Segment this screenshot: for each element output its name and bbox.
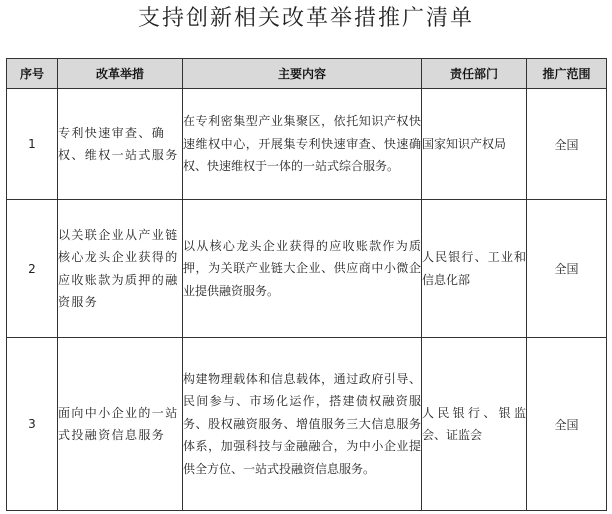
row-scope: 全国 (527, 89, 607, 200)
row-index: 1 (7, 89, 58, 200)
row-department: 人民银行、银监会、证监会 (422, 338, 527, 511)
row-content: 构建物理载体和信息载体，通过政府引导、民间参与、市场化运作，搭建债权融资服务、股权融资服务、增值服务三大信息服务体系，加强科技与金融融合，为中小企业提供全方位、一站式投融资信息服务。 (183, 338, 422, 511)
row-scope: 全国 (527, 200, 607, 338)
reform-measures-table (6, 58, 607, 511)
header-scope: 推广范围 (527, 59, 607, 89)
header-index: 序号 (7, 59, 58, 89)
row-department: 国家知识产权局 (422, 89, 527, 200)
table-row (7, 338, 607, 511)
row-scope: 全国 (527, 338, 607, 511)
row-measure: 以关联企业从产业链核心龙头企业获得的应收账款为质押的融资服务 (58, 200, 183, 338)
row-department: 人民银行、工业和信息化部 (422, 200, 527, 338)
row-content: 以从核心龙头企业获得的应收账款作为质押，为关联产业链大企业、供应商中小微企业提供融资服务。 (183, 200, 422, 338)
document-title: 支持创新相关改革举措推广清单 (137, 6, 474, 31)
table-header-row (7, 59, 607, 89)
row-measure: 专利快速审查、确权、维权一站式服务 (58, 89, 183, 200)
row-index: 3 (7, 338, 58, 511)
row-content: 在专利密集型产业集聚区，依托知识产权快速维权中心，开展集专利快速审查、快速确权、快速维权于一体的一站式综合服务。 (183, 89, 422, 200)
table-row (7, 200, 607, 338)
header-department: 责任部门 (422, 59, 527, 89)
header-content: 主要内容 (183, 59, 422, 89)
table-row (7, 89, 607, 200)
row-measure: 面向中小企业的一站式投融资信息服务 (58, 338, 183, 511)
row-index: 2 (7, 200, 58, 338)
header-measure: 改革举措 (58, 59, 183, 89)
